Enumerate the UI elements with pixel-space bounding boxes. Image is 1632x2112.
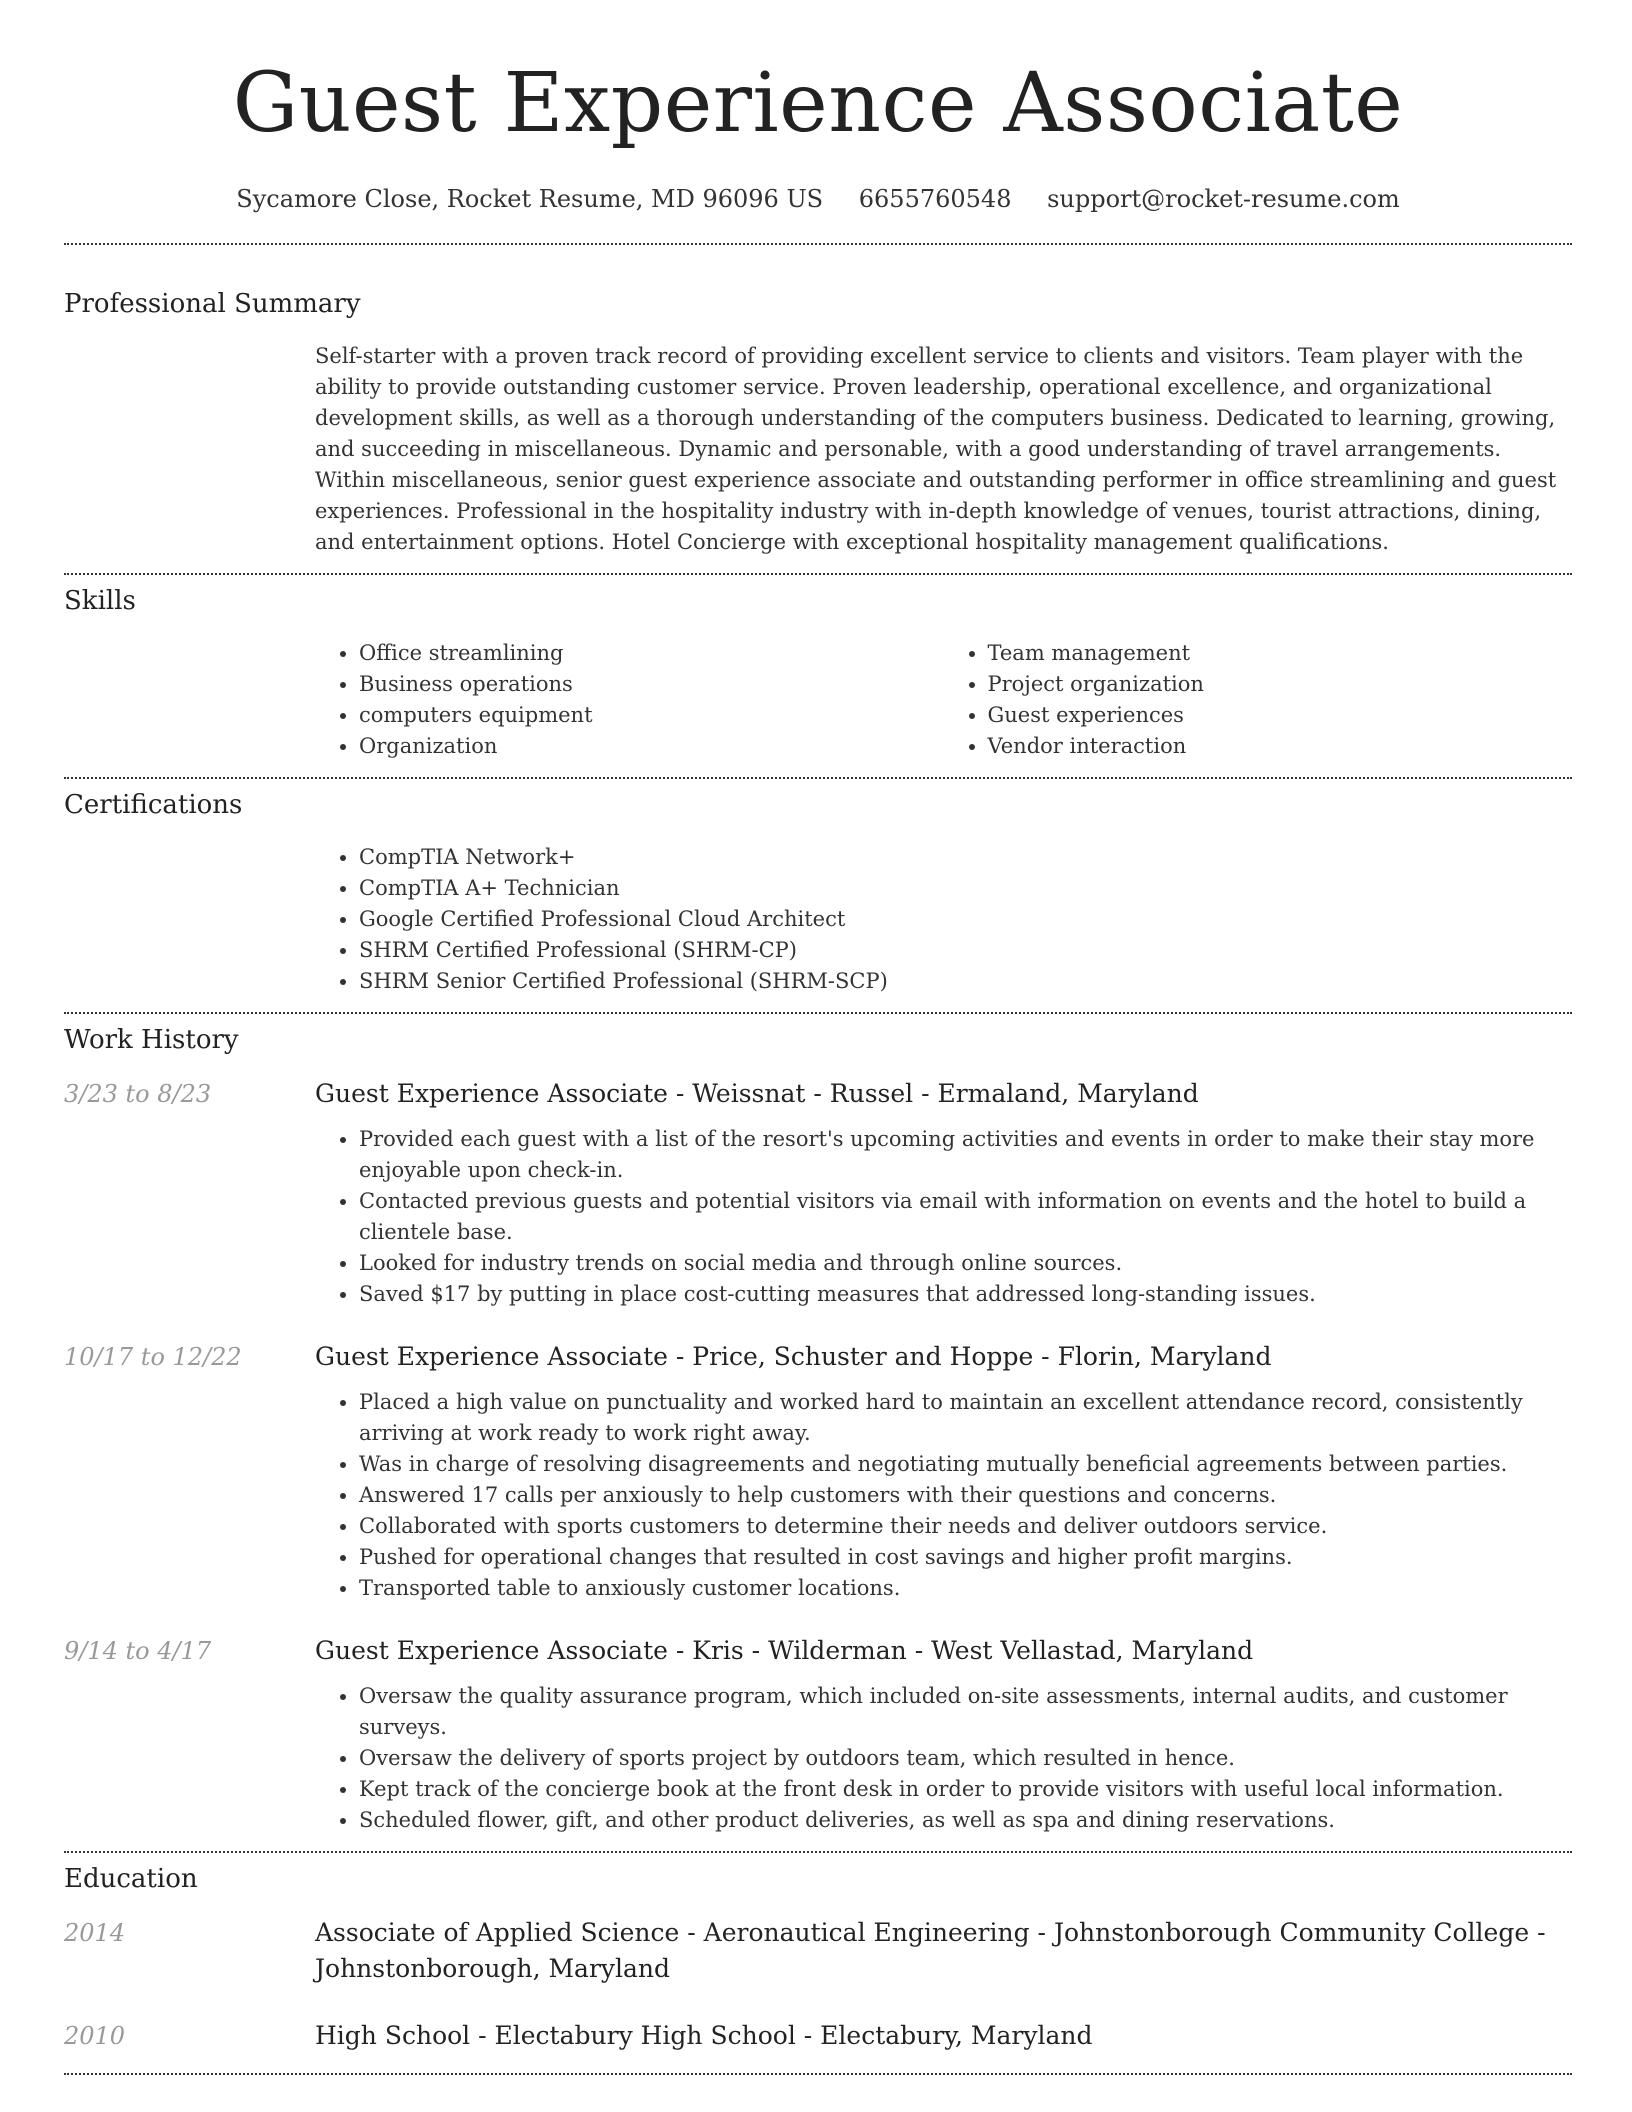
- resume-name: Guest Experience Associate: [232, 56, 1404, 151]
- skills-grid: [315, 638, 1572, 762]
- job-bullet: • Pushed for operational changes that resulted in cost savings and higher profit margins.: [359, 1542, 1572, 1573]
- certification-item: • SHRM Certified Professional (SHRM-CP): [359, 935, 1572, 966]
- certification-item: • Google Certified Professional Cloud Architect: [359, 904, 1572, 935]
- divider: [64, 2073, 1572, 2075]
- section-title-education: Education: [64, 1864, 198, 1894]
- job-bullets: [315, 1124, 1572, 1310]
- skill-item: • Team management: [988, 638, 1573, 669]
- job-bullet: • Contacted previous guests and potential visitors via email with information on events and the hotel to build a clientele base.: [359, 1186, 1572, 1248]
- certification-item: • CompTIA A+ Technician: [359, 873, 1572, 904]
- job-bullet: • Transported table to anxiously customer locations.: [359, 1573, 1572, 1604]
- job-bullet: • Saved $17 by putting in place cost-cutting measures that addressed long-standing issues.: [359, 1279, 1572, 1310]
- education-heading: High School - Electabury High School - Electabury, Maryland: [315, 2021, 1093, 2050]
- summary-section: [64, 245, 1572, 558]
- job-entry: [64, 1076, 1572, 1310]
- contact-line: [64, 182, 1572, 216]
- job-dates: 3/23 to 8/23: [64, 1080, 212, 1108]
- job-bullet: • Looked for industry trends on social media and through online sources.: [359, 1248, 1572, 1279]
- section-title-work-history: Work History: [64, 1025, 239, 1055]
- certifications-section: [64, 779, 1572, 997]
- education-year: 2014: [64, 1919, 126, 1947]
- education-entry: [64, 1915, 1572, 1987]
- contact-email[interactable]: support@rocket-resume.com: [1047, 185, 1400, 213]
- work-history-section: [64, 1014, 1572, 1836]
- skill-item: • computers equipment: [359, 700, 944, 731]
- skill-item: • Project organization: [988, 669, 1573, 700]
- job-bullet: • Kept track of the concierge book at the front desk in order to provide visitors with useful local information.: [359, 1774, 1572, 1805]
- job-bullet: • Oversaw the quality assurance program, which included on-site assessments, internal audits, and customer surveys.: [359, 1681, 1572, 1743]
- skill-item: • Office streamlining: [359, 638, 944, 669]
- job-bullets: [315, 1387, 1572, 1604]
- skills-list-left: [315, 638, 944, 762]
- resume-page: [64, 0, 1572, 2075]
- job-bullet: • Provided each guest with a list of the resort's upcoming activities and events in order to make their stay more enjoyable upon check-in.: [359, 1124, 1572, 1186]
- job-heading: Guest Experience Associate - Price, Schuster and Hoppe - Florin, Maryland: [315, 1342, 1272, 1371]
- section-title-summary: Professional Summary: [64, 289, 361, 319]
- job-bullet: • Scheduled flower, gift, and other product deliveries, as well as spa and dining reservations.: [359, 1805, 1572, 1836]
- job-dates: 10/17 to 12/22: [64, 1343, 242, 1371]
- job-bullets: [315, 1681, 1572, 1836]
- summary-text: Self-starter with a proven track record of providing excellent service to clients and visitors. Team player with the ability to provide outstanding customer service. Proven leadership, operational excellence, and organizational development skills, as well as a thorough understanding of the computers business. Dedicated to learning, growing, and succeeding in miscellaneous. Dynamic and personable, with a good understanding of travel arrangements. Within miscellaneous, senior guest experience associate and outstanding performer in office streamlining and guest experiences. Professional in the hospitality industry with in-depth knowledge of venues, tourist attractions, dining, and entertainment options. Hotel Concierge with exceptional hospitality management qualifications.: [315, 344, 1557, 554]
- job-bullet: • Placed a high value on punctuality and worked hard to maintain an excellent attendance record, consistently arriving at work ready to work right away.: [359, 1387, 1572, 1449]
- section-title-skills: Skills: [64, 586, 136, 616]
- certification-item: • CompTIA Network+: [359, 842, 1572, 873]
- contact-address: Sycamore Close, Rocket Resume, MD 96096 US: [236, 185, 824, 213]
- job-bullet: • Answered 17 calls per anxiously to help customers with their questions and concerns.: [359, 1480, 1572, 1511]
- job-bullet: • Collaborated with sports customers to determine their needs and deliver outdoors service.: [359, 1511, 1572, 1542]
- skill-item: • Vendor interaction: [988, 731, 1573, 762]
- contact-phone[interactable]: 6655760548: [858, 185, 1012, 213]
- education-year: 2010: [64, 2022, 126, 2050]
- job-dates: 9/14 to 4/17: [64, 1637, 212, 1665]
- job-entry: [64, 1633, 1572, 1836]
- section-title-certifications: Certifications: [64, 790, 243, 820]
- skills-section: [64, 575, 1572, 762]
- skill-item: • Guest experiences: [988, 700, 1573, 731]
- certification-item: • SHRM Senior Certified Professional (SHRM-SCP): [359, 966, 1572, 997]
- job-heading: Guest Experience Associate - Kris - Wilderman - West Vellastad, Maryland: [315, 1636, 1254, 1665]
- job-entry: [64, 1339, 1572, 1604]
- job-heading: Guest Experience Associate - Weissnat - Russel - Ermaland, Maryland: [315, 1079, 1199, 1108]
- education-heading: Associate of Applied Science - Aeronautical Engineering - Johnstonborough Community College - Johnstonborough, Maryland: [315, 1918, 1546, 1983]
- certifications-list: [315, 842, 1572, 997]
- education-section: [64, 1853, 1572, 2054]
- job-bullet: • Was in charge of resolving disagreements and negotiating mutually beneficial agreements between parties.: [359, 1449, 1572, 1480]
- skills-list-right: [944, 638, 1573, 762]
- skill-item: • Organization: [359, 731, 944, 762]
- job-bullet: • Oversaw the delivery of sports project by outdoors team, which resulted in hence.: [359, 1743, 1572, 1774]
- skill-item: • Business operations: [359, 669, 944, 700]
- education-entry: [64, 2018, 1572, 2054]
